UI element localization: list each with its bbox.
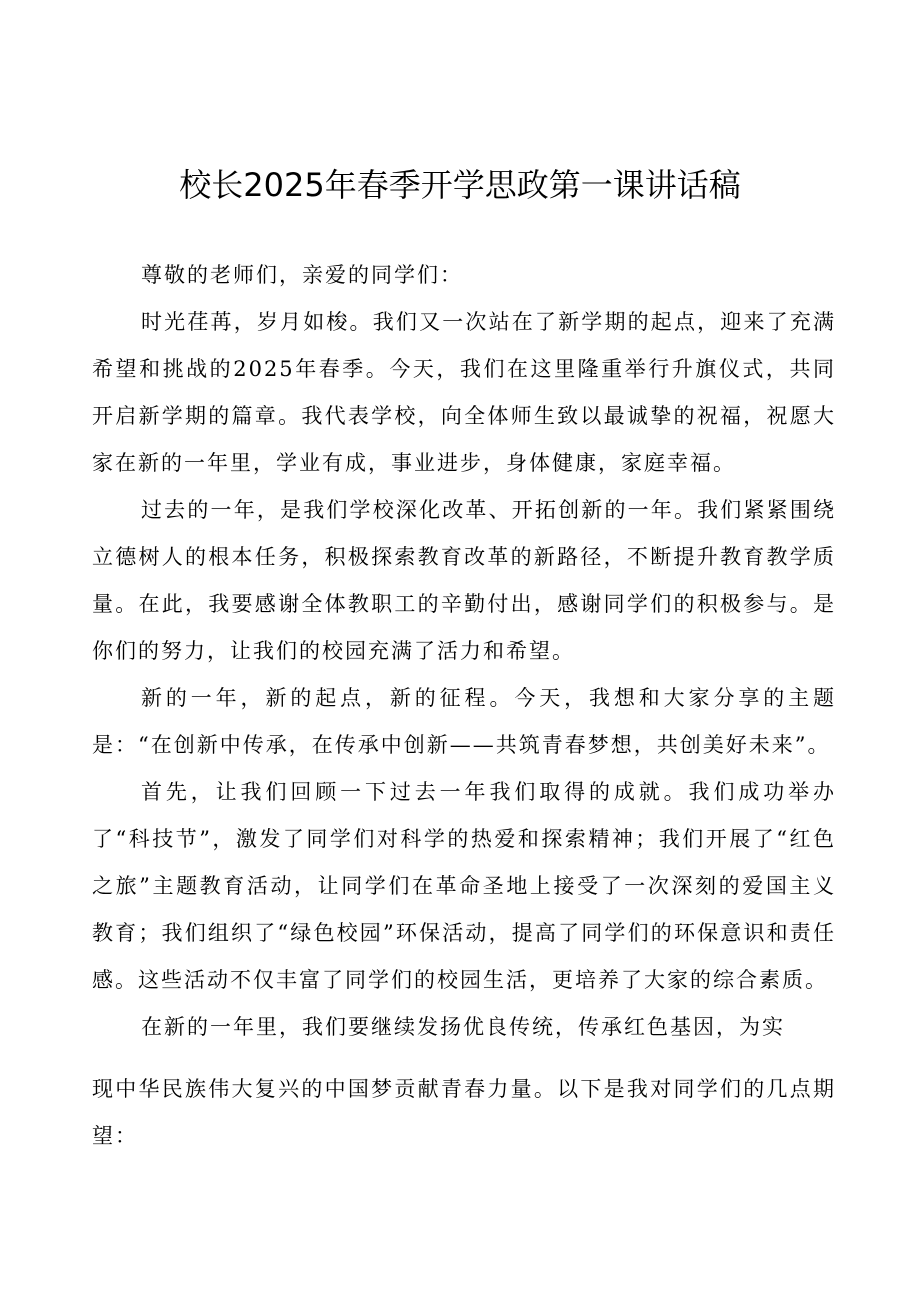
body-paragraph: 过去的一年，是我们学校深化改革、开拓创新的一年。我们紧紧围绕立德树人的根本任务，积极探索教育改革的新路径，不断提升教育教学质量。在此，我要感谢全体教职工的辛勤付出，感谢同学们的积极参与。是你们的努力，让我们的校园充满了活力和希望。	[92, 498, 836, 663]
body-paragraph: 首先，让我们回顾一下过去一年我们取得的成就。我们成功举办了“科技节”，激发了同学们对科学的热爱和探索精神；我们开展了“红色之旅”主题教育活动，让同学们在革命圣地上接受了一次深刻的爱国主义教育；我们组织了“绿色校园”环保活动，提高了同学们的环保意识和责任感。这些活动不仅丰富了同学们的校园生活，更培养了大家的综合素质。	[92, 780, 836, 992]
salutation-paragraph: 尊敬的老师们，亲爱的同学们：	[141, 263, 463, 287]
document-body-continued	[92, 1066, 836, 1160]
body-paragraph: 在新的一年里，我们要继续发扬优良传统，传承红色基因，为实	[141, 1015, 785, 1039]
body-paragraph: 新的一年，新的起点，新的征程。今天，我想和大家分享的主题是：“在创新中传承，在传承中创新——共筑青春梦想，共创美好未来”。	[92, 686, 836, 757]
document-title: 校长2025年春季开学思政第一课讲话稿	[179, 166, 741, 204]
body-paragraph: 时光荏苒，岁月如梭。我们又一次站在了新学期的起点，迎来了充满希望和挑战的2025年春季。今天，我们在这里隆重举行升旗仪式，共同开启新学期的篇章。我代表学校，向全体师生致以最诚挚的祝福，祝愿大家在新的一年里，学业有成，事业进步，身体健康，家庭幸福。	[92, 310, 836, 475]
body-paragraph-continuation: 现中华民族伟大复兴的中国梦贡献青春力量。以下是我对同学们的几点期望：	[92, 1077, 836, 1148]
document-body	[92, 252, 836, 1051]
